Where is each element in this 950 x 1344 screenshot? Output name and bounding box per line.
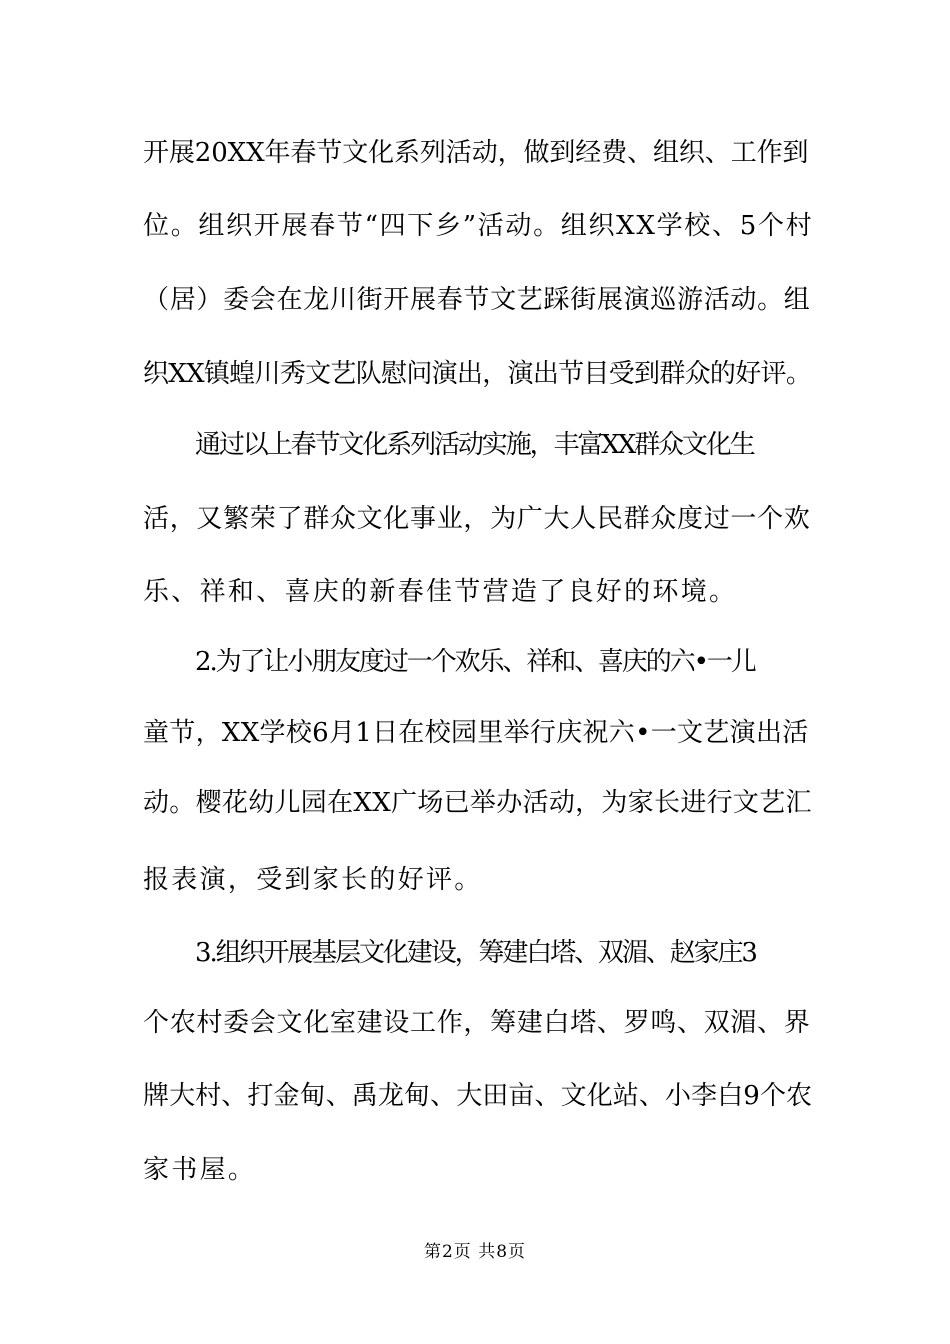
text-line: 2.为了让小朋友度过一个欢乐、祥和、喜庆的六•一儿 — [195, 647, 755, 677]
text-line: 活，又繁荣了群众文化事业，为广大人民群众度过一个欢 — [143, 504, 811, 534]
page-footer: 第2页 共8页 — [423, 1242, 527, 1262]
text-line: 乐、祥和、喜庆的新春佳节营造了良好的环境。 — [143, 577, 738, 607]
text-line: 3.组织开展基层文化建设，筹建白塔、双湄、赵家庄3 — [195, 938, 756, 968]
text-line: （居）委会在龙川街开展春节文艺踩街展演巡游活动。组 — [143, 285, 811, 315]
text-line: 位。组织开展春节“四下乡”活动。组织XX学校、5个村 — [143, 211, 814, 241]
text-line: 个农村委会文化室建设工作，筹建白塔、罗鸣、双湄、界 — [143, 1008, 811, 1038]
text-line: 报表演，受到家长的好评。 — [143, 865, 483, 895]
text-line: 童节，XX学校6月1日在校园里举行庆祝六•一文艺演出活 — [143, 718, 809, 748]
text-line: 家书屋。 — [143, 1155, 257, 1185]
text-line: 动。樱花幼儿园在XX广场已举办活动，为家长进行文艺汇 — [143, 788, 812, 818]
text-line: 织XX镇蝗川秀文艺队慰问演出，演出节目受到群众的好评。 — [143, 359, 812, 389]
text-line: 通过以上春节文化系列活动实施，丰富XX群众文化生 — [195, 430, 754, 460]
text-line: 开展20XX年春节文化系列活动，做到经费、组织、工作到 — [143, 138, 809, 168]
text-line: 牌大村、打金甸、禹龙甸、大田亩、文化站、小李白9个农 — [143, 1081, 813, 1111]
